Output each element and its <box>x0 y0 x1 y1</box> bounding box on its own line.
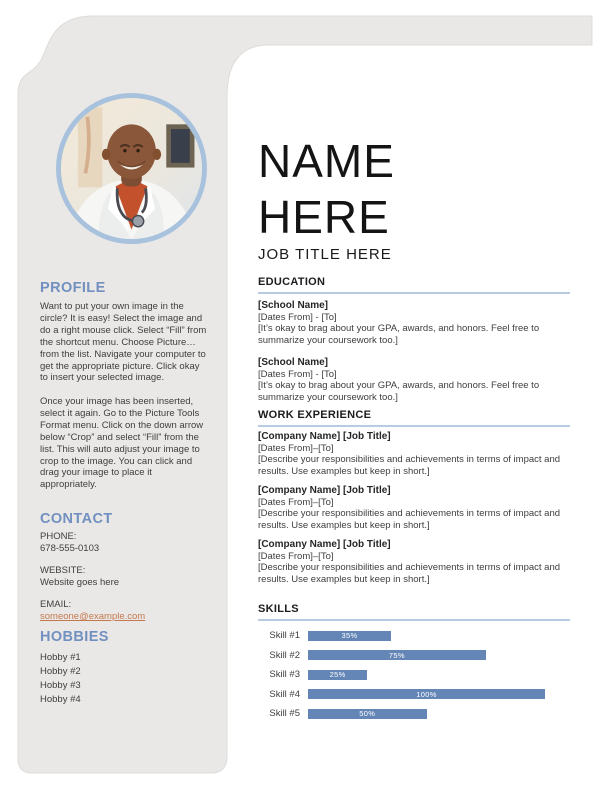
skill-bar-value-label: 35% <box>341 631 358 641</box>
skills-chart <box>258 626 570 724</box>
work-dates: [Dates From]–[To] <box>258 550 334 562</box>
education-description: [It’s okay to brag about your GPA, awards, and honors. Feel free to summarize your coursework too.] <box>258 323 540 346</box>
education-description: [It’s okay to brag about your GPA, awards, and honors. Feel free to summarize your coursework too.] <box>258 380 540 403</box>
name-line-1: NAME <box>258 135 395 187</box>
skill-label: Skill #2 <box>269 649 300 661</box>
skill-bar-track <box>308 689 545 699</box>
work-dates: [Dates From]–[To] <box>258 442 334 454</box>
skill-bar-track <box>308 670 545 680</box>
name-title <box>258 133 570 245</box>
hobby-item: Hobby #4 <box>40 694 81 705</box>
job-title: JOB TITLE HERE <box>258 246 392 263</box>
skill-label: Skill #4 <box>269 688 300 700</box>
email-link[interactable]: someone@example.com <box>40 610 146 622</box>
phone-label: PHONE: <box>40 531 77 542</box>
hobby-item: Hobby #2 <box>40 666 81 677</box>
work-dates: [Dates From]–[To] <box>258 496 334 508</box>
education-entry <box>258 357 570 403</box>
skill-bar-value-label: 25% <box>329 670 346 680</box>
education-heading: EDUCATION <box>258 276 570 294</box>
skill-row <box>258 685 570 705</box>
skill-bar <box>308 709 427 719</box>
profile-heading: PROFILE <box>40 280 106 296</box>
phone-value: 678-555-0103 <box>40 542 100 554</box>
skill-row <box>258 704 570 724</box>
website-value: Website goes here <box>40 576 120 588</box>
skill-bar <box>308 631 391 641</box>
education-dates: [Dates From] - [To] <box>258 311 337 323</box>
email-label: EMAIL: <box>40 599 72 611</box>
hobbies-list <box>40 651 210 707</box>
contact-list <box>40 531 210 634</box>
contact-email <box>40 599 210 622</box>
skill-row <box>258 665 570 685</box>
contact-heading: CONTACT <box>40 511 113 527</box>
contact-website <box>40 565 210 588</box>
skill-bar <box>308 670 367 680</box>
skill-label: Skill #1 <box>269 630 300 642</box>
profile-photo <box>56 93 207 244</box>
work-description: [Describe your responsibilities and achievements in terms of impact and results. Use examples but keep in short.] <box>258 562 561 585</box>
skill-row <box>258 626 570 646</box>
skill-bar <box>308 689 545 699</box>
skill-bar-value-label: 100% <box>416 689 437 699</box>
skill-bar <box>308 650 486 660</box>
skill-bar-track <box>308 650 545 660</box>
education-entry <box>258 300 570 346</box>
hobby-item: Hobby #1 <box>40 652 81 663</box>
name-line-2: HERE <box>258 191 390 243</box>
company-job-title: [Company Name] [Job Title] <box>258 539 391 550</box>
skill-row <box>258 646 570 666</box>
website-label: WEBSITE: <box>40 565 86 577</box>
skill-bar-track <box>308 631 545 641</box>
hobbies-heading: HOBBIES <box>40 629 109 645</box>
skill-bar-value-label: 50% <box>359 709 376 719</box>
profile-paragraph-1: Want to put your own image in the circle? It is easy! Select the image and do a right mouse click. Select “Fill” from the shortcut menu. Choose Picture… from the list. Navigate your computer to get the appropriate picture. Click okay to insert your selected image. <box>40 301 207 384</box>
school-name: [School Name] <box>258 300 329 311</box>
hobby-item: Hobby #3 <box>40 680 81 691</box>
skill-label: Skill #3 <box>269 669 300 681</box>
contact-phone <box>40 531 210 554</box>
work-experience-heading: WORK EXPERIENCE <box>258 409 570 427</box>
work-description: [Describe your responsibilities and achievements in terms of impact and results. Use examples but keep in short.] <box>258 508 561 531</box>
education-dates: [Dates From] - [To] <box>258 368 337 380</box>
work-entry <box>258 485 570 531</box>
work-entry <box>258 539 570 585</box>
school-name: [School Name] <box>258 357 329 368</box>
work-entry <box>258 431 570 477</box>
profile-paragraph-2: Once your image has been inserted, select it again. Go to the Picture Tools Format menu. Click on the down arrow below “Crop” and select “Fill” from the list. This will auto adjust your image to crop to the image. You can click and drag your image to place it appropriately. <box>40 396 204 491</box>
skill-bar-track <box>308 709 545 719</box>
skill-bar-value-label: 75% <box>388 650 405 660</box>
company-job-title: [Company Name] [Job Title] <box>258 431 391 442</box>
doctor-portrait-illustration <box>61 98 202 239</box>
skill-label: Skill #5 <box>269 708 300 720</box>
work-description: [Describe your responsibilities and achievements in terms of impact and results. Use examples but keep in short.] <box>258 454 561 477</box>
company-job-title: [Company Name] [Job Title] <box>258 485 391 496</box>
skills-heading: SKILLS <box>258 603 570 621</box>
